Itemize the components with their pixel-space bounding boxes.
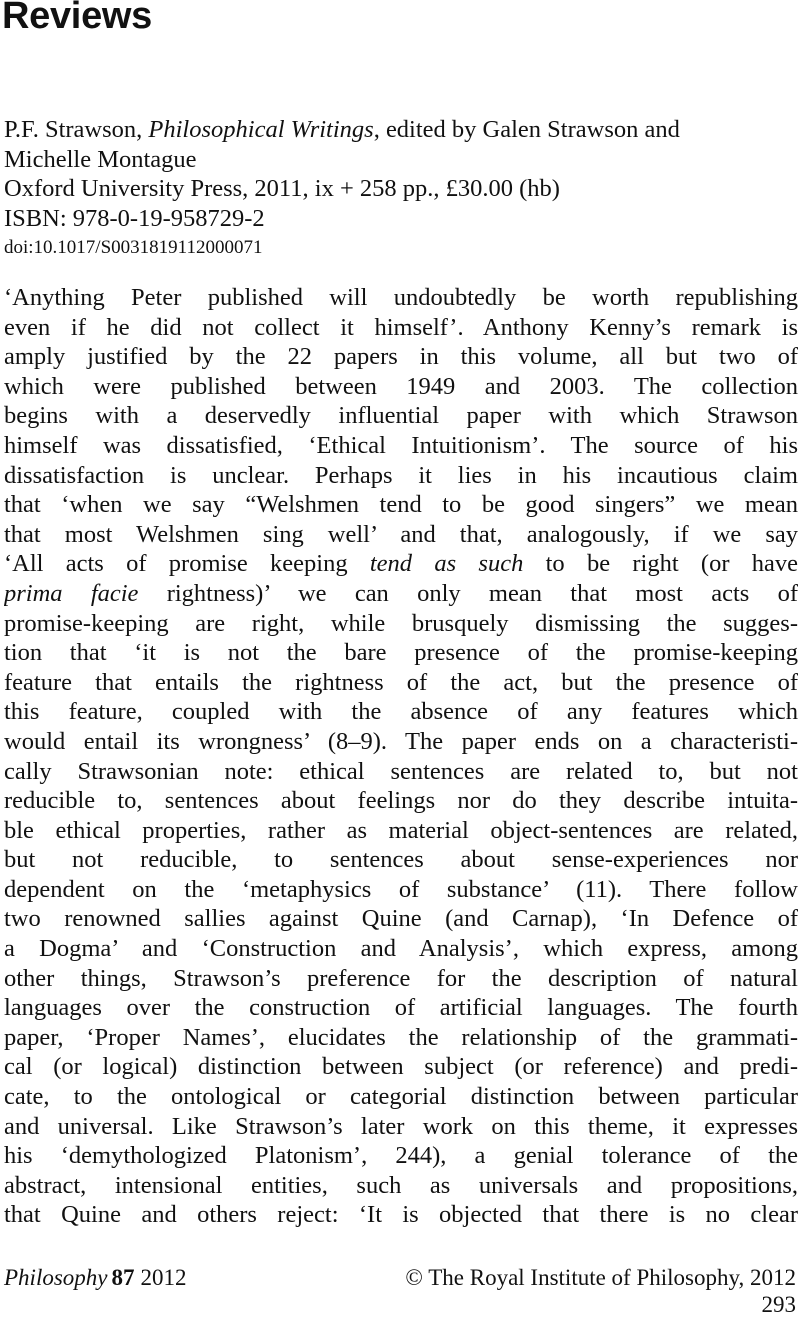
text-run: tion that ‘it is not the bare presence of the promise-keeping [4, 639, 798, 667]
text-run: languages over the construction of artificial languages. The fourth [4, 994, 798, 1022]
body-line [4, 431, 798, 461]
text-run: that ‘when we say “Welshmen tend to be good singers” we mean [4, 491, 798, 519]
citation-editors-continued: Michelle Montague [4, 145, 197, 173]
body-line [4, 845, 798, 875]
body-line [4, 520, 798, 550]
citation-author: P.F. Strawson, [4, 116, 149, 143]
body-line [4, 1112, 798, 1142]
text-run: rightness)’ we can only mean that most acts of [138, 579, 798, 607]
body-line [4, 342, 798, 372]
text-run: which were published between 1949 and 2003. The collection [4, 372, 798, 400]
body-line [4, 816, 798, 846]
journal-volume: 87 [111, 1265, 135, 1290]
journal-year: 2012 [140, 1265, 187, 1290]
body-line [4, 490, 798, 520]
body-line [4, 727, 798, 757]
text-run: a Dogma’ and ‘Construction and Analysis’, which express, among [4, 935, 798, 963]
body-line [4, 283, 798, 313]
text-run: promise-keeping are right, while brusquely dismissing the sugges- [4, 609, 798, 637]
text-run: to be right (or have [523, 550, 798, 578]
page-number: 293 [761, 1292, 796, 1317]
body-line [4, 1023, 798, 1053]
text-run: amply justified by the 22 papers in this volume, all but two of [4, 343, 798, 371]
body-line [4, 1200, 798, 1230]
body-line [4, 668, 798, 698]
body-line [4, 934, 798, 964]
body-line [4, 549, 798, 579]
text-run: that most Welshmen sing well’ and that, analogously, if we say [4, 520, 798, 548]
text-run: cal (or logical) distinction between subject (or reference) and predi- [4, 1053, 798, 1081]
italic-emphasis: tend as such [369, 550, 524, 578]
body-line [4, 638, 798, 668]
body-line [4, 401, 798, 431]
section-heading: Reviews [2, 0, 152, 37]
text-run: but not reducible, to sentences about sense-experiences nor [4, 846, 798, 874]
text-run: himself was dissatisfied, ‘Ethical Intuitionism’. The source of his [4, 431, 798, 459]
text-run: this feature, coupled with the absence of any features which [4, 698, 798, 726]
text-run: and universal. Like Strawson’s later work on this theme, it expresses [4, 1112, 798, 1140]
body-line [4, 993, 798, 1023]
citation-doi: doi:10.1017/S0031819112000071 [4, 237, 263, 258]
text-run: reducible to, sentences about feelings nor do they describe intuita- [4, 787, 798, 815]
citation-line-1 [4, 115, 798, 145]
text-run: paper, ‘Proper Names’, elucidates the relationship of the grammati- [4, 1023, 798, 1051]
body-line [4, 609, 798, 639]
body-line [4, 786, 798, 816]
text-run: would entail its wrongness’ (8–9). The paper ends on a characteristi- [4, 727, 798, 755]
review-citation [4, 115, 798, 261]
citation-publisher: Oxford University Press, 2011, ix + 258 pp., £30.00 (hb) [4, 175, 560, 202]
body-line [4, 372, 798, 402]
body-line [4, 461, 798, 491]
body-line [4, 313, 798, 343]
text-run: even if he did not collect it himself’. Anthony Kenny’s remark is [4, 313, 798, 341]
text-run: two renowned sallies against Quine (and Carnap), ‘In Defence of [4, 905, 798, 933]
body-line [4, 1052, 798, 1082]
citation-editors: , edited by Galen Strawson and [373, 116, 680, 143]
body-line [4, 697, 798, 727]
text-run: dependent on the ‘metaphysics of substance’ (11). There follow [4, 875, 798, 903]
text-run: dissatisfaction is unclear. Perhaps it lies in his incautious claim [4, 461, 798, 489]
copyright-notice: © The Royal Institute of Philosophy, 2012 [405, 1265, 796, 1290]
text-run: ble ethical properties, rather as material object-sentences are related, [4, 816, 798, 844]
body-line [4, 579, 798, 609]
body-line [4, 1082, 798, 1112]
body-line [4, 757, 798, 787]
journal-name: Philosophy [4, 1265, 108, 1290]
body-line [4, 964, 798, 994]
text-run: abstract, intensional entities, such as universals and propositions, [4, 1171, 798, 1199]
text-run: ‘All acts of promise keeping [4, 550, 370, 578]
citation-book-title: Philosophical Writings [148, 116, 374, 143]
text-run: cate, to the ontological or categorial distinction between particular [4, 1083, 798, 1111]
review-body [4, 283, 798, 1230]
text-run: that Quine and others reject: ‘It is objected that there is no clear [4, 1201, 798, 1229]
body-line [4, 875, 798, 905]
text-run: other things, Strawson’s preference for the description of natural [4, 964, 798, 992]
text-run: ‘Anything Peter published will undoubtedly be worth republishing [4, 284, 798, 311]
text-run: begins with a deservedly influential paper with which Strawson [4, 402, 798, 430]
journal-footer [4, 1264, 187, 1292]
text-run: cally Strawsonian note: ethical sentences are related to, but not [4, 757, 798, 785]
body-line [4, 1171, 798, 1201]
citation-isbn: ISBN: 978-0-19-958729-2 [4, 204, 265, 232]
italic-emphasis: prima facie [4, 579, 139, 607]
body-line [4, 1141, 798, 1171]
text-run: feature that entails the rightness of the act, but the presence of [4, 668, 798, 696]
body-line [4, 904, 798, 934]
text-run: his ‘demythologized Platonism’, 244), a genial tolerance of the [4, 1142, 798, 1170]
